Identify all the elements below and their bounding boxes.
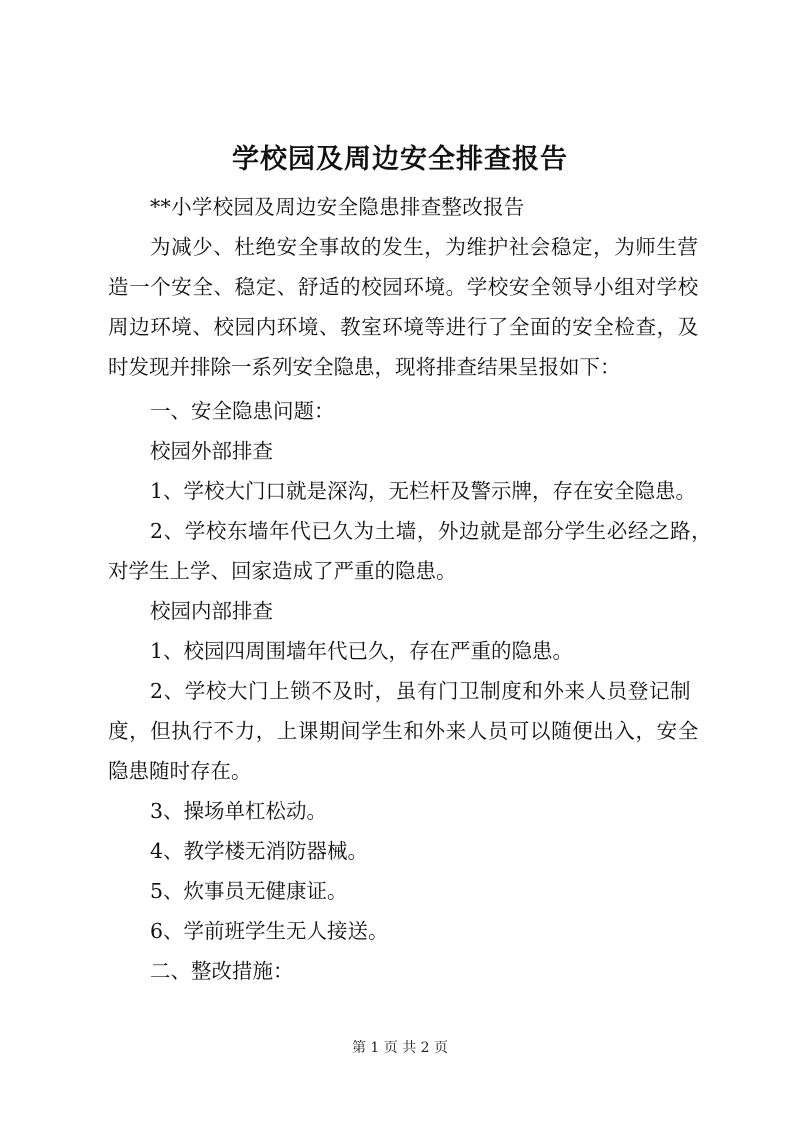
- section-heading: 二、整改措施：: [150, 959, 294, 983]
- paragraph-line: 周边环境、校园内环境、教室环境等进行了全面的安全检查，及: [108, 315, 699, 339]
- subsection-heading: 校园内部排查: [150, 599, 273, 623]
- list-item: 2、学校东墙年代已久为土墙，外边就是部分学生必经之路，: [150, 519, 713, 543]
- list-item: 5、炊事员无健康证。: [150, 879, 348, 903]
- paragraph-line: 度，但执行不力，上课期间学生和外来人员可以随便出入，安全: [108, 719, 699, 743]
- list-item: 3、操场单杠松动。: [150, 799, 328, 823]
- paragraph-line: 隐患随时存在。: [108, 759, 252, 783]
- paragraph-line: 对学生上学、回家造成了严重的隐患。: [108, 559, 457, 583]
- list-item: 1、校园四周围墙年代已久，存在严重的隐患。: [150, 639, 574, 663]
- paragraph-line: 造一个安全、稳定、舒适的校园环境。学校安全领导小组对学校: [108, 275, 699, 299]
- list-item: 1、学校大门口就是深沟，无栏杆及警示牌，存在安全隐患。: [150, 479, 697, 503]
- page-number-footer: 第 1 页 共 2 页: [351, 1040, 449, 1056]
- document-title: 学校园及周边安全排查报告: [232, 144, 568, 175]
- paragraph-line: 时发现并排除一系列安全隐患，现将排查结果呈报如下：: [108, 355, 621, 379]
- paragraph-line: 为减少、杜绝安全事故的发生，为维护社会稳定，为师生营: [150, 235, 699, 259]
- section-heading: 一、安全隐患问题：: [150, 399, 335, 423]
- document-subtitle: **小学校园及周边安全隐患排查整改报告: [150, 195, 525, 219]
- list-item: 4、教学楼无消防器械。: [150, 839, 369, 863]
- list-item: 6、学前班学生无人接送。: [150, 919, 389, 943]
- subsection-heading: 校园外部排查: [150, 439, 273, 463]
- list-item: 2、学校大门上锁不及时，虽有门卫制度和外来人员登记制: [150, 679, 692, 703]
